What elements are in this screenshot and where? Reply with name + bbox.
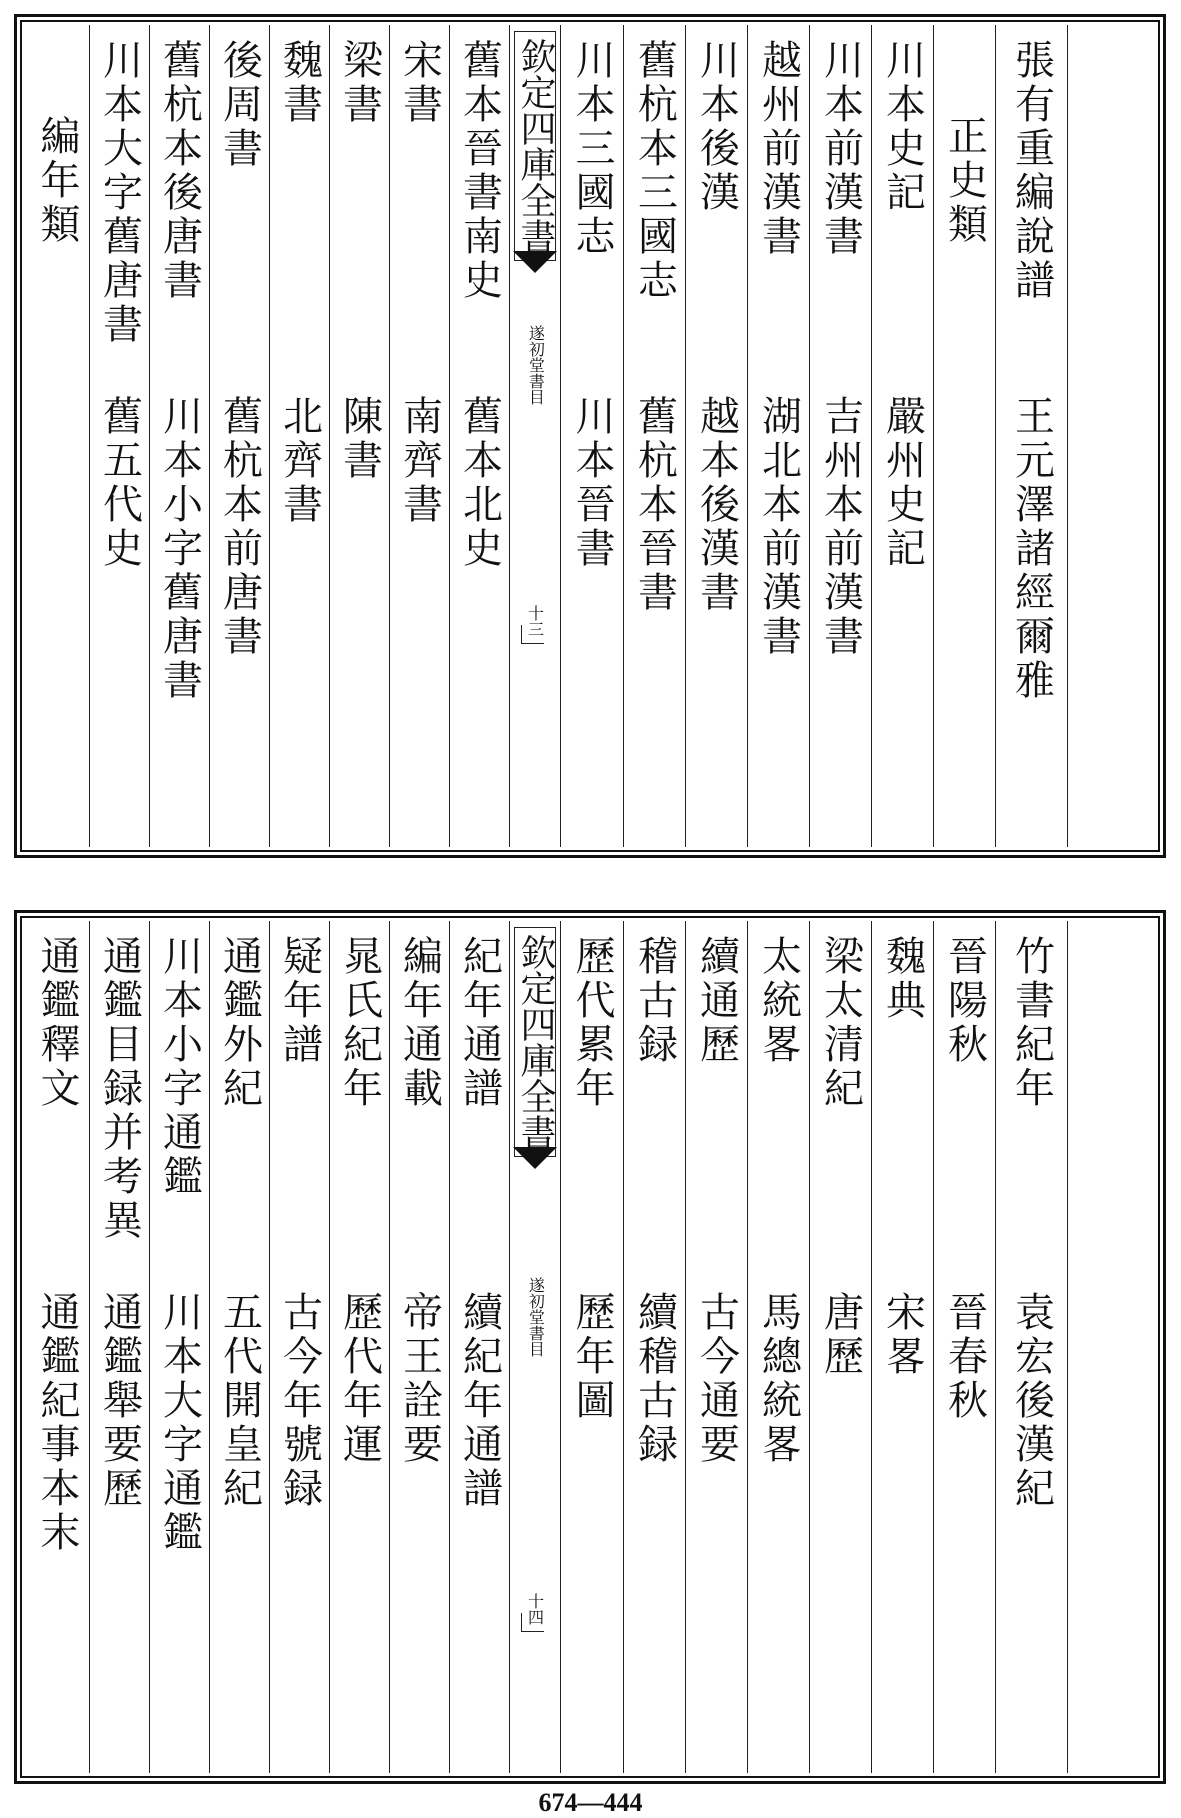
column-text-lower: 嚴州史記 [879, 395, 926, 571]
column-text-upper: 歷代累年 [569, 935, 615, 1111]
column [871, 921, 933, 1773]
column [933, 921, 995, 1773]
column-text-lower: 續紀年通譜 [456, 1291, 503, 1511]
column-text-lower: 古今通要 [693, 1291, 740, 1467]
column [809, 921, 871, 1773]
column-text-lower: 馬總統畧 [755, 1291, 802, 1467]
column-margin [1067, 921, 1157, 1773]
column-text-upper: 川本三國志 [569, 39, 615, 259]
gutter-title: 欽定四庫全書 [514, 927, 556, 1157]
column-text-upper: 晉陽秋 [941, 935, 988, 1067]
column-text-upper: 編年類 [34, 115, 80, 247]
column-text-lower: 袁宏後漢紀 [1008, 1291, 1055, 1511]
column-text-upper: 正史類 [941, 115, 988, 247]
column [685, 25, 747, 847]
column [995, 921, 1067, 1773]
column-text-upper: 張有重編說譜 [1008, 39, 1055, 303]
center-gutter [509, 921, 561, 1773]
column [747, 25, 809, 847]
column [561, 921, 623, 1773]
column-text-upper: 通鑑釋文 [34, 935, 80, 1111]
column-text-upper: 通鑑目録并考異 [96, 935, 143, 1243]
column [685, 921, 747, 1773]
bracket-icon [521, 625, 544, 644]
column [89, 921, 149, 1773]
column [389, 921, 449, 1773]
bracket-icon [521, 1613, 544, 1632]
column-text-lower: 五代開皇紀 [216, 1291, 263, 1511]
column [25, 25, 89, 847]
column-text-lower: 舊杭本前唐書 [216, 395, 263, 659]
column-text-upper: 川本小字通鑑 [156, 935, 203, 1199]
column-text-lower: 陳書 [336, 395, 383, 483]
column-text-upper: 舊杭本三國志 [631, 39, 678, 303]
column-text-lower: 舊五代史 [96, 395, 143, 571]
column [995, 25, 1067, 847]
column-text-upper: 紀年通譜 [456, 935, 503, 1111]
column-text-lower: 歷代年運 [336, 1291, 383, 1467]
column-text-lower: 川本大字通鑑 [156, 1291, 203, 1555]
column-text-upper: 通鑑外紀 [216, 935, 263, 1111]
column-text-upper: 川本前漢書 [817, 39, 864, 259]
fishtail-mark-icon [513, 1147, 557, 1169]
column [623, 25, 685, 847]
column [449, 921, 509, 1773]
column-text-lower: 湖北本前漢書 [755, 395, 802, 659]
column-text-lower: 通鑑紀事本末 [34, 1291, 80, 1555]
column-text-lower: 舊本北史 [456, 395, 503, 571]
column-text-upper: 川本大字舊唐書 [96, 39, 143, 347]
gutter-book-title: 遂初堂書目 [526, 1277, 546, 1357]
column-text-upper: 稽古録 [631, 935, 678, 1067]
column-text-upper: 竹書紀年 [1008, 935, 1055, 1111]
column-text-upper: 魏書 [276, 39, 323, 127]
column-text-upper: 編年通載 [396, 935, 443, 1111]
column-text-lower: 帝王詮要 [396, 1291, 443, 1467]
column-text-upper: 梁太清紀 [817, 935, 864, 1111]
column [269, 921, 329, 1773]
column-margin [1067, 25, 1157, 847]
fishtail-mark-icon [513, 251, 557, 273]
column-text-upper: 後周書 [216, 39, 263, 171]
column-text-lower: 王元澤諸經爾雅 [1008, 395, 1055, 703]
column-text-lower: 歷年圖 [569, 1291, 615, 1423]
column-text-upper: 越州前漢書 [755, 39, 802, 259]
column-text-upper: 太統畧 [755, 935, 802, 1067]
column [329, 921, 389, 1773]
column [561, 25, 623, 847]
column-text-lower: 南齊書 [396, 395, 443, 527]
column-text-upper: 晁氏紀年 [336, 935, 383, 1111]
column-text-lower: 川本小字舊唐書 [156, 395, 203, 703]
column [389, 25, 449, 847]
column [89, 25, 149, 847]
column [269, 25, 329, 847]
bottom-page-frame [14, 910, 1166, 1784]
column [449, 25, 509, 847]
column [209, 25, 269, 847]
column-text-upper: 川本史記 [879, 39, 926, 215]
column [209, 921, 269, 1773]
column-text-lower: 唐歷 [817, 1291, 864, 1379]
column-text-lower: 越本後漢書 [693, 395, 740, 615]
column [329, 25, 389, 847]
gutter-page-number: 十四 [525, 1593, 545, 1625]
column-text-upper: 舊本晉書南史 [456, 39, 503, 303]
column [25, 921, 89, 1773]
column [871, 25, 933, 847]
center-gutter [509, 25, 561, 847]
column-text-lower: 吉州本前漢書 [817, 395, 864, 659]
bottom-columns [25, 921, 1155, 1773]
column-text-upper: 舊杭本後唐書 [156, 39, 203, 303]
column-text-lower: 通鑑舉要歷 [96, 1291, 143, 1511]
column-text-upper: 宋書 [396, 39, 443, 127]
column-text-upper: 疑年譜 [276, 935, 323, 1067]
top-columns [25, 25, 1155, 847]
column [933, 25, 995, 847]
column-text-lower: 川本晉書 [569, 395, 615, 571]
column [623, 921, 685, 1773]
column-text-upper: 梁書 [336, 39, 383, 127]
column-text-upper: 川本後漢 [693, 39, 740, 215]
column [747, 921, 809, 1773]
gutter-book-title: 遂初堂書目 [526, 325, 546, 405]
column-text-upper: 魏典 [879, 935, 926, 1023]
top-page-frame [14, 14, 1166, 858]
column [149, 921, 209, 1773]
column [809, 25, 871, 847]
column-text-lower: 舊杭本晉書 [631, 395, 678, 615]
column-text-lower: 宋畧 [879, 1291, 926, 1379]
column-text-lower: 北齊書 [276, 395, 323, 527]
gutter-title: 欽定四庫全書 [514, 31, 556, 261]
column-text-lower: 古今年號録 [276, 1291, 323, 1511]
column-text-lower: 晉春秋 [941, 1291, 988, 1423]
gutter-page-number: 十三 [525, 605, 545, 637]
column-text-lower: 續稽古録 [631, 1291, 678, 1467]
column-text-upper: 續通歷 [693, 935, 740, 1067]
page-number: 674—444 [538, 1788, 643, 1817]
column [149, 25, 209, 847]
